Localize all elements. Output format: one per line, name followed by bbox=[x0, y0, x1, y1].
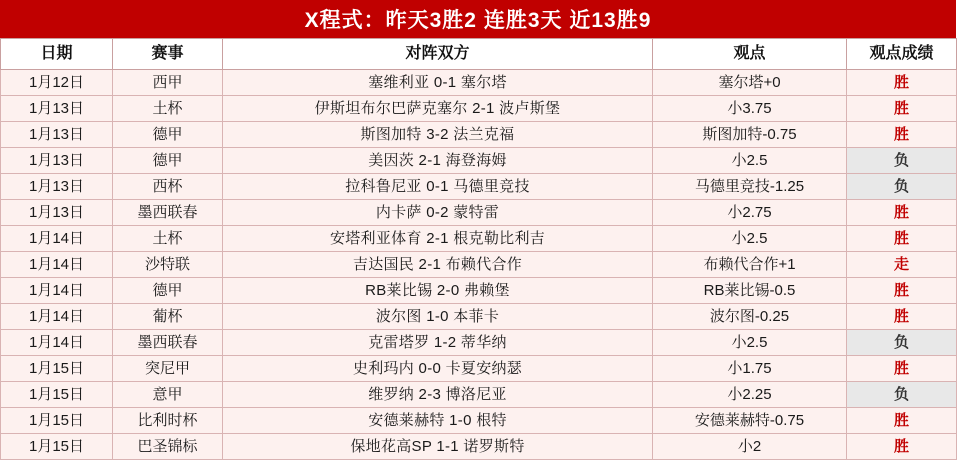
column-header-result: 观点成绩 bbox=[847, 39, 957, 70]
cell-view: 波尔图-0.25 bbox=[653, 304, 847, 330]
cell-league: 德甲 bbox=[113, 278, 223, 304]
cell-view: 小2.25 bbox=[653, 382, 847, 408]
cell-view: 小3.75 bbox=[653, 96, 847, 122]
cell-match: 斯图加特 3-2 法兰克福 bbox=[223, 122, 653, 148]
cell-date: 1月13日 bbox=[1, 96, 113, 122]
cell-match: 吉达国民 2-1 布赖代合作 bbox=[223, 252, 653, 278]
status-badge: 胜 bbox=[847, 70, 957, 96]
cell-match: 安塔利亚体育 2-1 根克勒比利吉 bbox=[223, 226, 653, 252]
column-header-league: 赛事 bbox=[113, 39, 223, 70]
cell-match: 内卡萨 0-2 蒙特雷 bbox=[223, 200, 653, 226]
cell-match: 拉科鲁尼亚 0-1 马德里竞技 bbox=[223, 174, 653, 200]
cell-league: 德甲 bbox=[113, 148, 223, 174]
status-badge: 胜 bbox=[847, 408, 957, 434]
status-badge: 走 bbox=[847, 252, 957, 278]
cell-league: 葡杯 bbox=[113, 304, 223, 330]
cell-league: 德甲 bbox=[113, 122, 223, 148]
cell-date: 1月14日 bbox=[1, 304, 113, 330]
cell-league: 西杯 bbox=[113, 174, 223, 200]
cell-league: 沙特联 bbox=[113, 252, 223, 278]
cell-view: 安德莱赫特-0.75 bbox=[653, 408, 847, 434]
cell-view: 小2.75 bbox=[653, 200, 847, 226]
status-badge: 胜 bbox=[847, 226, 957, 252]
status-badge: 负 bbox=[847, 330, 957, 356]
cell-date: 1月15日 bbox=[1, 408, 113, 434]
cell-view: 马德里竞技-1.25 bbox=[653, 174, 847, 200]
cell-match: 塞维利亚 0-1 塞尔塔 bbox=[223, 70, 653, 96]
cell-view: 布赖代合作+1 bbox=[653, 252, 847, 278]
table-row bbox=[1, 96, 957, 122]
predictions-table bbox=[0, 38, 957, 460]
column-header-view: 观点 bbox=[653, 39, 847, 70]
status-badge: 负 bbox=[847, 148, 957, 174]
table-header-row bbox=[1, 39, 957, 70]
cell-date: 1月13日 bbox=[1, 122, 113, 148]
column-header-date: 日期 bbox=[1, 39, 113, 70]
cell-view: 小2.5 bbox=[653, 148, 847, 174]
cell-date: 1月15日 bbox=[1, 382, 113, 408]
cell-match: 克雷塔罗 1-2 蒂华纳 bbox=[223, 330, 653, 356]
cell-date: 1月13日 bbox=[1, 200, 113, 226]
column-header-match: 对阵双方 bbox=[223, 39, 653, 70]
table-row bbox=[1, 200, 957, 226]
cell-date: 1月15日 bbox=[1, 434, 113, 460]
status-badge: 胜 bbox=[847, 96, 957, 122]
table-row bbox=[1, 278, 957, 304]
cell-match: RB莱比锡 2-0 弗赖堡 bbox=[223, 278, 653, 304]
page-title: X程式：昨天3胜2 连胜3天 近13胜9 bbox=[0, 0, 956, 38]
cell-date: 1月13日 bbox=[1, 174, 113, 200]
cell-match: 安德莱赫特 1-0 根特 bbox=[223, 408, 653, 434]
cell-date: 1月13日 bbox=[1, 148, 113, 174]
status-badge: 负 bbox=[847, 174, 957, 200]
cell-league: 西甲 bbox=[113, 70, 223, 96]
cell-view: RB莱比锡-0.5 bbox=[653, 278, 847, 304]
table-row bbox=[1, 122, 957, 148]
table-row bbox=[1, 382, 957, 408]
cell-match: 美因茨 2-1 海登海姆 bbox=[223, 148, 653, 174]
cell-match: 伊斯坦布尔巴萨克塞尔 2-1 波卢斯堡 bbox=[223, 96, 653, 122]
table-row bbox=[1, 70, 957, 96]
table-row bbox=[1, 356, 957, 382]
cell-match: 维罗纳 2-3 博洛尼亚 bbox=[223, 382, 653, 408]
cell-date: 1月14日 bbox=[1, 278, 113, 304]
cell-league: 比利时杯 bbox=[113, 408, 223, 434]
table-row bbox=[1, 408, 957, 434]
status-badge: 胜 bbox=[847, 356, 957, 382]
status-badge: 胜 bbox=[847, 434, 957, 460]
table-header bbox=[1, 39, 957, 70]
status-badge: 胜 bbox=[847, 122, 957, 148]
cell-match: 波尔图 1-0 本菲卡 bbox=[223, 304, 653, 330]
cell-league: 土杯 bbox=[113, 96, 223, 122]
cell-league: 墨西联春 bbox=[113, 330, 223, 356]
cell-date: 1月14日 bbox=[1, 330, 113, 356]
cell-date: 1月12日 bbox=[1, 70, 113, 96]
table-row bbox=[1, 304, 957, 330]
cell-date: 1月15日 bbox=[1, 356, 113, 382]
status-badge: 负 bbox=[847, 382, 957, 408]
cell-league: 土杯 bbox=[113, 226, 223, 252]
status-badge: 胜 bbox=[847, 278, 957, 304]
cell-view: 小1.75 bbox=[653, 356, 847, 382]
cell-league: 突尼甲 bbox=[113, 356, 223, 382]
cell-match: 保地花高SP 1-1 诺罗斯特 bbox=[223, 434, 653, 460]
table-row bbox=[1, 252, 957, 278]
cell-league: 巴圣锦标 bbox=[113, 434, 223, 460]
cell-league: 墨西联春 bbox=[113, 200, 223, 226]
table-row bbox=[1, 226, 957, 252]
table-row bbox=[1, 434, 957, 460]
cell-league: 意甲 bbox=[113, 382, 223, 408]
cell-match: 史利玛内 0-0 卡夏安纳瑟 bbox=[223, 356, 653, 382]
status-badge: 胜 bbox=[847, 200, 957, 226]
table-row bbox=[1, 174, 957, 200]
status-badge: 胜 bbox=[847, 304, 957, 330]
cell-view: 塞尔塔+0 bbox=[653, 70, 847, 96]
cell-view: 斯图加特-0.75 bbox=[653, 122, 847, 148]
cell-view: 小2.5 bbox=[653, 226, 847, 252]
cell-date: 1月14日 bbox=[1, 226, 113, 252]
table-row bbox=[1, 148, 957, 174]
cell-view: 小2 bbox=[653, 434, 847, 460]
cell-date: 1月14日 bbox=[1, 252, 113, 278]
table-body bbox=[1, 70, 957, 460]
table-row bbox=[1, 330, 957, 356]
cell-view: 小2.5 bbox=[653, 330, 847, 356]
